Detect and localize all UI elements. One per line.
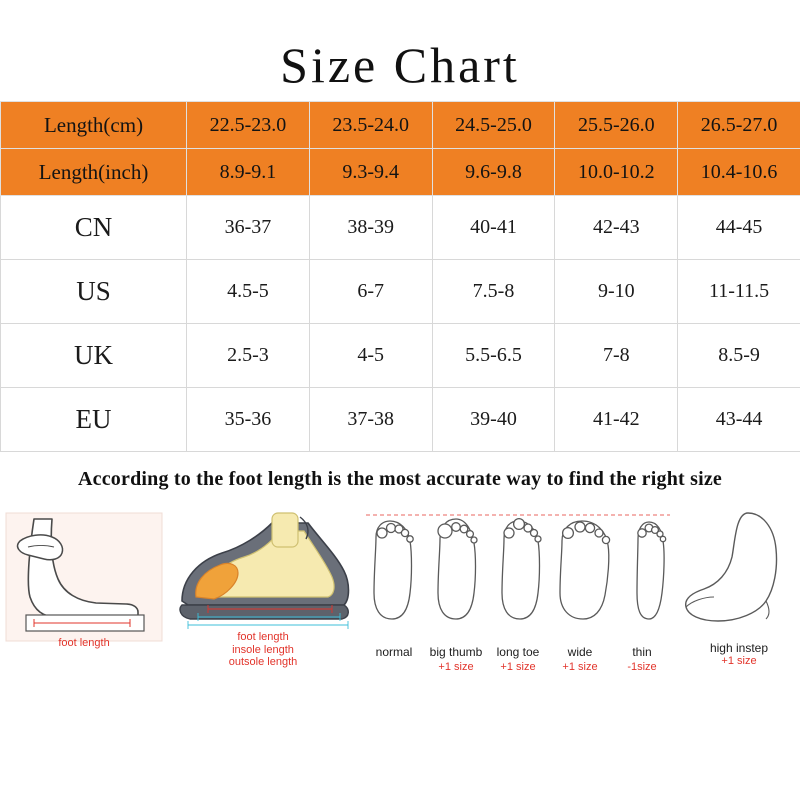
table-cell: 8.9-9.1 — [187, 149, 310, 196]
table-row — [1, 388, 800, 452]
foot-shapes-icon — [358, 505, 678, 645]
table-cell: 23.5-24.0 — [309, 102, 432, 149]
table-cell: 10.4-10.6 — [678, 149, 800, 196]
table-cell: 5.5-6.5 — [432, 324, 555, 388]
shoe-section-illustration — [168, 505, 358, 705]
table-cell: 10.0-10.2 — [555, 149, 678, 196]
table-cell: 6-7 — [309, 260, 432, 324]
table-cell: 7.5-8 — [432, 260, 555, 324]
row-label-length-inch: Length(inch) — [1, 149, 187, 196]
table-cell: 35-36 — [187, 388, 310, 452]
table-row — [1, 149, 800, 196]
table-cell: 2.5-3 — [187, 324, 310, 388]
high-instep-adjust: +1 size — [721, 655, 757, 667]
table-cell: 22.5-23.0 — [187, 102, 310, 149]
shoe-caption-foot-length: foot length — [237, 631, 289, 643]
foot-types-illustration — [358, 505, 678, 705]
table-cell: 36-37 — [187, 196, 310, 260]
foot-length-illustration — [0, 505, 168, 705]
measurement-note: According to the foot length is the most accurate way to find the right size — [78, 468, 722, 490]
foot-type-labels — [358, 645, 678, 673]
row-label-uk: UK — [1, 324, 187, 388]
table-cell: 4-5 — [309, 324, 432, 388]
foot-type-thin: thin -1size — [627, 645, 657, 673]
table-cell: 39-40 — [432, 388, 555, 452]
table-cell: 24.5-25.0 — [432, 102, 555, 149]
table-row — [1, 102, 800, 149]
table-cell: 41-42 — [555, 388, 678, 452]
high-instep-illustration — [678, 505, 800, 705]
foot-measure-icon — [0, 505, 168, 655]
row-label-length-cm: Length(cm) — [1, 102, 187, 149]
row-label-eu: EU — [1, 388, 187, 452]
table-cell: 7-8 — [555, 324, 678, 388]
shoe-caption-outsole-length: outsole length — [228, 656, 298, 669]
high-instep-icon — [678, 505, 800, 645]
table-row — [1, 324, 800, 388]
table-cell: 37-38 — [309, 388, 432, 452]
table-cell: 9.6-9.8 — [432, 149, 555, 196]
table-cell: 9-10 — [555, 260, 678, 324]
table-cell: 44-45 — [678, 196, 800, 260]
table-cell: 4.5-5 — [187, 260, 310, 324]
foot-type-normal: normal — [375, 645, 413, 659]
table-cell: 25.5-26.0 — [555, 102, 678, 149]
table-cell: 9.3-9.4 — [309, 149, 432, 196]
row-label-us: US — [1, 260, 187, 324]
table-row — [1, 260, 800, 324]
row-label-cn: CN — [1, 196, 187, 260]
table-cell: 26.5-27.0 — [678, 102, 800, 149]
shoe-caption-insole-length: insole length — [232, 643, 294, 656]
foot-length-caption: foot length — [58, 637, 110, 649]
table-cell: 8.5-9 — [678, 324, 800, 388]
table-row — [1, 196, 800, 260]
foot-type-big-thumb: big thumb +1 size — [429, 645, 483, 673]
page-title: Size Chart — [280, 37, 520, 93]
foot-type-long-toe: long toe +1 size — [496, 645, 540, 673]
size-chart-table — [0, 101, 800, 452]
table-cell: 43-44 — [678, 388, 800, 452]
table-cell: 38-39 — [309, 196, 432, 260]
illustration-strip — [0, 501, 800, 721]
table-cell: 11-11.5 — [678, 260, 800, 324]
foot-type-wide: wide +1 size — [562, 645, 598, 673]
table-cell: 40-41 — [432, 196, 555, 260]
table-cell: 42-43 — [555, 196, 678, 260]
high-instep-label: high instep — [709, 641, 769, 655]
